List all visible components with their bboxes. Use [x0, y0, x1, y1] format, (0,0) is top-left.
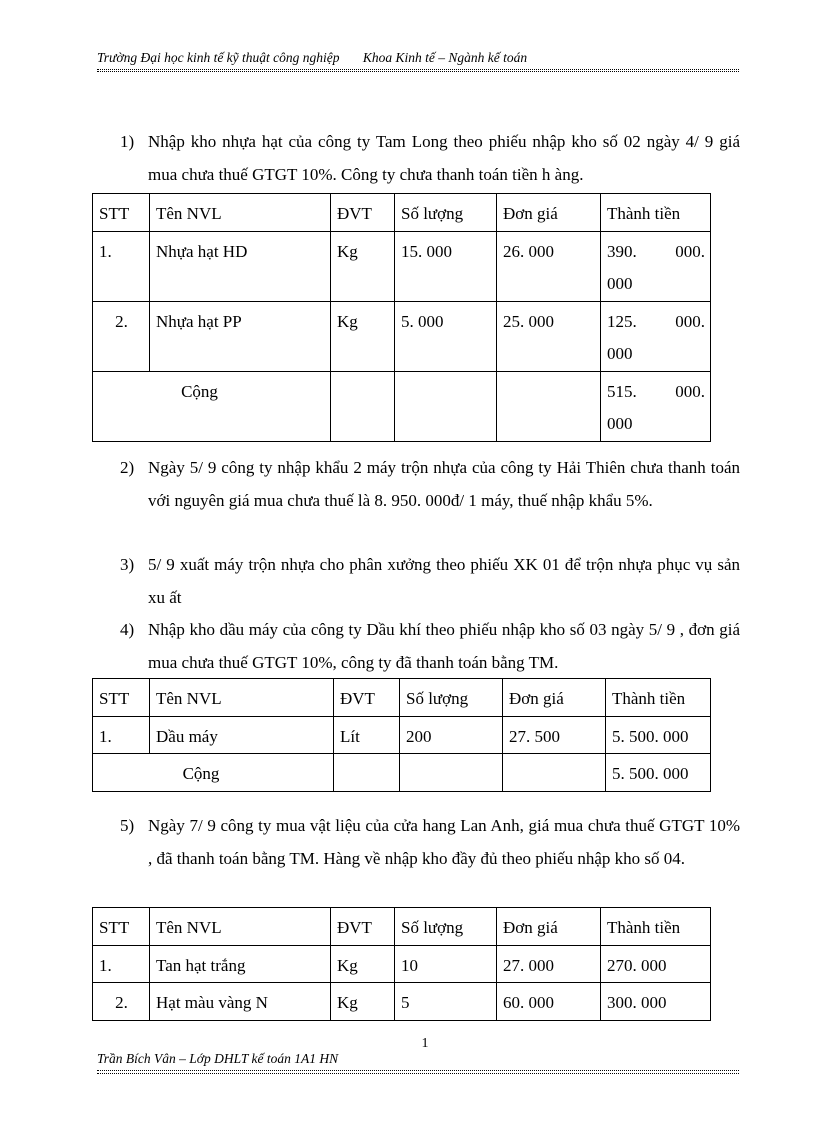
cell-name: Tan hạt trắng [150, 945, 331, 983]
header-amount: Thành tiền [601, 194, 711, 232]
page-header [97, 50, 739, 66]
cell-amount: 270. 000 [601, 945, 711, 983]
page-number: 1 [421, 1036, 429, 1051]
table-total-row [93, 754, 711, 792]
cell-unit: Kg [331, 231, 395, 301]
total-label: Cộng [93, 754, 334, 792]
cell-price: 60. 000 [497, 983, 601, 1021]
header-qty: Số lượng [395, 194, 497, 232]
header-stt: STT [93, 679, 150, 717]
header-rule [97, 69, 739, 70]
cell-stt: 2. [93, 983, 150, 1021]
cell-stt: 2. [93, 301, 150, 371]
table-header-row [93, 194, 711, 232]
item-text: Nhập kho nhựa hạt của công ty Tam Long theo phiếu nhập kho số 02 ngày 4/ 9 giá mua chưa thuế GTGT 10%. Công ty chưa thanh toán tiền h àng. [148, 132, 740, 184]
amount-part: 000 [607, 344, 633, 363]
cell-price: 25. 000 [497, 301, 601, 371]
item-4 [120, 614, 740, 679]
item-text: Nhập kho dầu máy của công ty Dầu khí theo phiếu nhập kho số 03 ngày 5/ 9 , đơn giá mua chưa thuế GTGT 10%, công ty đã thanh toán bằng TM. [148, 620, 740, 672]
footer-rule [97, 1070, 739, 1071]
amount-part: 515. [607, 381, 637, 401]
amount-part: 390. [607, 241, 637, 261]
item-text: Ngày 7/ 9 công ty mua vật liệu của cửa hang Lan Anh, giá mua chưa thuế GTGT 10% , đã thanh toán bằng TM. Hàng về nhập kho đầy đủ theo phiếu nhập kho số 04. [148, 816, 740, 868]
cell-amount: 5. 500. 000 [606, 716, 711, 754]
total-amount: 5. 500. 000 [606, 754, 711, 792]
header-price: Đơn giá [497, 908, 601, 946]
item-number: 1) [120, 132, 135, 151]
header-price: Đơn giá [503, 679, 606, 717]
footer-rule-2 [97, 1073, 739, 1074]
cell-amount: 300. 000 [601, 983, 711, 1021]
cell-empty [334, 754, 400, 792]
table-header-row [93, 679, 711, 717]
cell-qty: 15. 000 [395, 231, 497, 301]
cell-unit: Lít [334, 716, 400, 754]
table-header-row [93, 908, 711, 946]
material-table-3 [92, 907, 711, 1021]
header-school: Trường Đại học kinh tế kỹ thuật công nghiệp [97, 50, 340, 65]
cell-stt: 1. [93, 231, 150, 301]
total-amount [601, 371, 711, 441]
cell-unit: Kg [331, 945, 395, 983]
amount-part: 000 [607, 274, 633, 293]
header-amount: Thành tiền [606, 679, 711, 717]
table-row [93, 716, 711, 754]
header-price: Đơn giá [497, 194, 601, 232]
header-stt: STT [93, 908, 150, 946]
header-qty: Số lượng [395, 908, 497, 946]
table-row [93, 301, 711, 371]
header-department: Khoa Kinh tế – Ngành kế toán [362, 50, 528, 65]
cell-empty [497, 371, 601, 441]
table-total-row [93, 371, 711, 441]
header-qty: Số lượng [400, 679, 503, 717]
header-name: Tên NVL [150, 908, 331, 946]
table-row [93, 945, 711, 983]
item-3 [120, 549, 740, 614]
page-footer: Trần Bích Vân – Lớp DHLT kế toán 1A1 HN [97, 1051, 339, 1066]
total-label: Cộng [93, 371, 331, 441]
item-5 [120, 810, 740, 875]
cell-unit: Kg [331, 983, 395, 1021]
cell-stt: 1. [93, 716, 150, 754]
cell-name: Nhựa hạt PP [150, 301, 331, 371]
header-amount: Thành tiền [601, 908, 711, 946]
item-number: 4) [120, 620, 135, 639]
header-unit: ĐVT [331, 194, 395, 232]
cell-qty: 200 [400, 716, 503, 754]
cell-amount [601, 231, 711, 301]
cell-price: 26. 000 [497, 231, 601, 301]
header-name: Tên NVL [150, 679, 334, 717]
table-row [93, 231, 711, 301]
material-table-1 [92, 193, 711, 442]
item-2 [120, 452, 740, 517]
cell-amount [601, 301, 711, 371]
cell-empty [400, 754, 503, 792]
item-1 [120, 126, 740, 191]
cell-name: Dầu máy [150, 716, 334, 754]
cell-name: Hạt màu vàng N [150, 983, 331, 1021]
cell-name: Nhựa hạt HD [150, 231, 331, 301]
cell-stt: 1. [93, 945, 150, 983]
header-name: Tên NVL [150, 194, 331, 232]
header-unit: ĐVT [334, 679, 400, 717]
material-table-2 [92, 678, 711, 792]
cell-price: 27. 000 [497, 945, 601, 983]
header-unit: ĐVT [331, 908, 395, 946]
header-stt: STT [93, 194, 150, 232]
cell-empty [503, 754, 606, 792]
header-rule-2 [97, 71, 739, 72]
item-number: 2) [120, 458, 135, 477]
cell-empty [395, 371, 497, 441]
cell-qty: 10 [395, 945, 497, 983]
item-number: 3) [120, 555, 135, 574]
amount-part: 000. [675, 311, 705, 331]
item-number: 5) [120, 816, 135, 835]
cell-qty: 5 [395, 983, 497, 1021]
item-text: 5/ 9 xuất máy trộn nhựa cho phân xưởng theo phiếu XK 01 để trộn nhựa phục vụ sản xu ất [148, 555, 740, 607]
cell-price: 27. 500 [503, 716, 606, 754]
table-row [93, 983, 711, 1021]
amount-part: 125. [607, 311, 637, 331]
amount-part: 000 [607, 414, 633, 433]
cell-empty [331, 371, 395, 441]
cell-qty: 5. 000 [395, 301, 497, 371]
amount-part: 000. [675, 241, 705, 261]
cell-unit: Kg [331, 301, 395, 371]
amount-part: 000. [675, 381, 705, 401]
item-text: Ngày 5/ 9 công ty nhập khẩu 2 máy trộn nhựa của công ty Hải Thiên chưa thanh toán với nguyên giá mua chưa thuế là 8. 950. 000đ/ 1 máy, thuế nhập khẩu 5%. [148, 458, 740, 510]
